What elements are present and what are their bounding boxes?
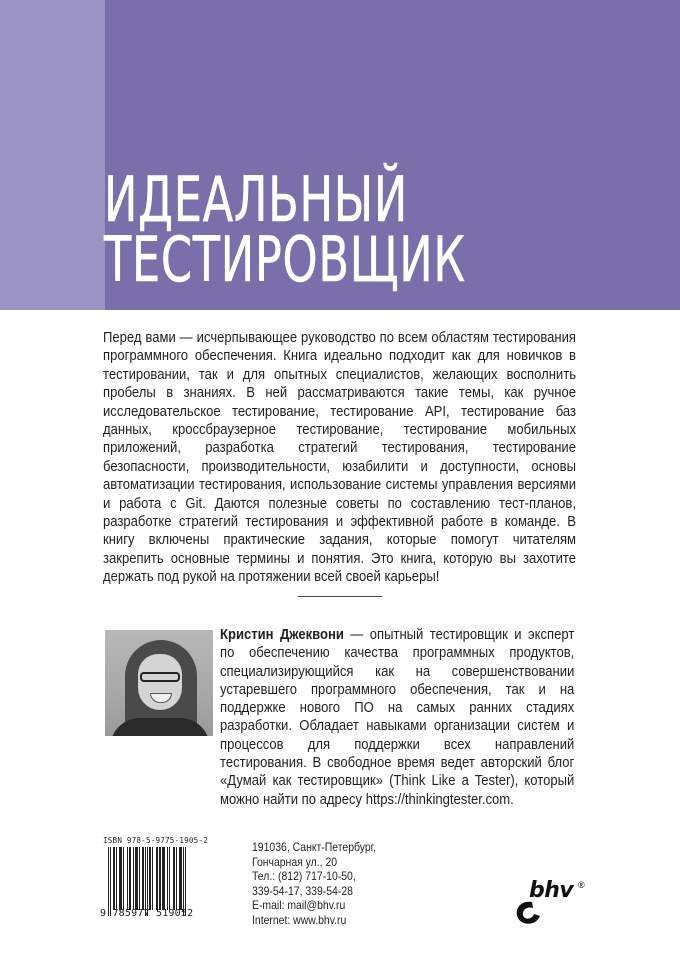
author-name: Кристин Джеквони <box>220 626 344 643</box>
publisher-address <box>252 841 376 929</box>
isbn-label: ISBN 978-5-9775-1905-2 <box>103 836 208 845</box>
isbn-barcode <box>100 836 210 926</box>
book-title <box>104 163 466 296</box>
registered-mark-icon: ® <box>578 880 585 890</box>
website-line: Internet: www.bhv.ru <box>252 913 347 927</box>
glasses-icon <box>140 672 180 682</box>
section-divider <box>298 596 382 597</box>
address-line: 191036, Санкт-Петербург, <box>252 841 377 854</box>
barcode-digits: 9 785977 519052 <box>100 908 194 919</box>
phone-line: Тел.: (812) 717-10-50, <box>252 870 356 884</box>
address-line: Гончарная ул., 20 <box>252 855 338 869</box>
book-title-line-2: ТЕСТИРОВЩИК <box>104 223 466 296</box>
author-bio-text: — опытный тестировщик и эксперт по обеспечению качества программных продуктов, специализирующийся как на совершенствовании устаревшего программного обеспечения, так и на поддержке нового ПО на самых ранних стадиях разработки. Обладает навыками организации систем и процессов для поддержки всех направлений тестирования. В свободное время ведет авторский блог «Думай как тестировщик» (Think Like a Tester), который можно найти по адресу https://thinkingtester.com. <box>220 626 575 808</box>
author-bio <box>220 626 574 809</box>
author-photo <box>105 630 213 736</box>
bhv-logo <box>512 878 592 930</box>
phone-line: 339-54-17, 339-54-28 <box>252 884 353 898</box>
cover-stripe <box>0 0 105 310</box>
email-line: E-mail: mail@bhv.ru <box>252 899 346 913</box>
bhv-logo-text: bhv <box>529 878 574 903</box>
book-title-line-1: ИДЕАЛЬНЫЙ <box>104 163 409 236</box>
book-description: Перед вами — исчерпывающее руководство по всем областям тестирования программного обеспечения. Книга идеально подходит как для новичков в тестировании, так и для опытных специалистов, желающих восполнить пробелы в знаниях. В ней рассматриваются такие темы, как ручное исследовательское тестирование, тестирование API, тестирование баз данных, кроссбраузерное тестирование, тестирование мобильных приложений, разработка стратегий тестирования, тестирование безопасности, производительности, юзабилити и доступности, основы автоматизации тестирования, использование системы управления версиями и работа с Git. Даются полезные советы по составлению тест-планов, разработке стратегий тестирования и эффективной работе в команде. В книгу включены практические задания, которые помогут читателям закрепить основные термины и понятия. Это книга, которую вы захотите держать под рукой на протяжении всей своей карьеры! <box>103 329 576 586</box>
barcode-bars <box>108 847 203 910</box>
